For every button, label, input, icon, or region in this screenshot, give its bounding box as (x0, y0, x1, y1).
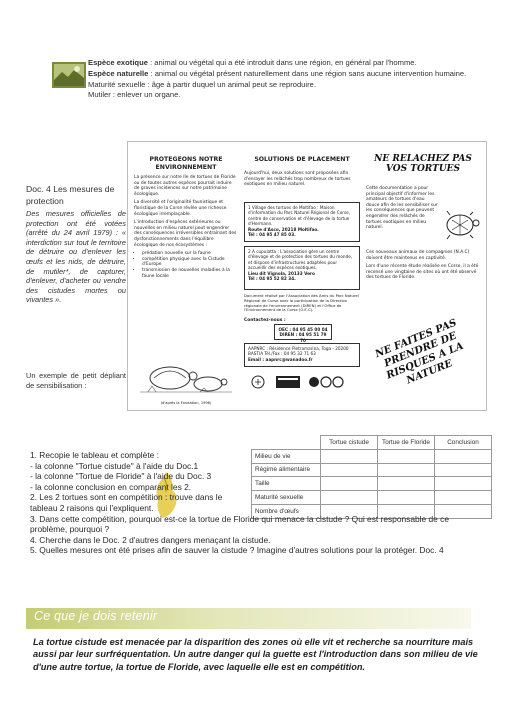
turtle-drawing-icon (442, 210, 480, 240)
glossary-entry: Maturité sexuelle : âge à partir duquel un animal peut se reproduire. (88, 79, 316, 89)
brochure-col1-title: PROTEGEONS NOTRE ENVIRONNEMENT (149, 156, 223, 171)
table-row: Milieu de vie (252, 449, 492, 463)
brochure-box-contacts: OEC : 04 95 45 00 04 DIREN : 04 95 51 79 70 (274, 324, 332, 340)
brochure-box-aapnrc: AAPNRC : Résidence Pietramarina, Toga - 20200 BASTIA Tél./Fax : 04 95 32 71 63 Email : aapnrc@wanadoo.fr (244, 343, 360, 367)
brochure-box-cupulatta: 2 A cupulatta : L'association gère un centre d'élevage et de protection des tortues du monde, et dispose d'infrastructures adaptées pour accueillir des espèces exotiques. Lieu dit Vignola, 20133 Vero Tél : 04 95 52 82 34. (244, 246, 360, 290)
brochure-col3-text-2: Ces nouveaux animaux de compagnies (N.A.C) doivent être maintenus en captivité. Lors d'une récente étude réalisée en Corse, il a été recensé une vingtaine de sites où ont été observé des tortues de Floride. (366, 250, 479, 281)
logo-icons (248, 372, 356, 392)
brochure-bullet: • prédation nouvelle sur la faune (142, 251, 238, 257)
brochure-heading: NE RELACHEZ PAS VOS TORTUES (374, 154, 472, 174)
brochure-column-release (366, 142, 480, 410)
retenir-title: Ce que je dois retenir (34, 609, 158, 623)
turtles-drawing-icon (140, 348, 232, 398)
brochure-bullet: • transmission de nouvelles maladies à la faune locale (142, 268, 238, 279)
question-line: 4. Cherche dans le Doc. 2 d'autres dangers menaçant la cistude. (30, 534, 271, 545)
brochure-slogan: NE FAITES PAS PRENDRE DE RISQUES A LA NATURE (373, 317, 466, 387)
question-line: - la colonne conclusion en comparant les 2. (30, 481, 192, 492)
table-header-row (252, 436, 492, 450)
glossary (88, 58, 478, 101)
question-line: - la colonne "Tortue de Floride" à l'aide du Doc. 3 (30, 471, 212, 482)
table-row: Nombre d'œufs (252, 504, 492, 518)
question-line: 2. Les 2 tortues sont en compétition : trouve dans le tableau 2 raisons qui l'expliquent. (30, 492, 223, 513)
table-header-floride: Tortue de Floride (378, 436, 435, 450)
glossary-entry: Espèce exotique : animal ou végétal qui a été introduit dans une région, en général par l'homme. (88, 58, 417, 67)
glossary-entry: Mutiler : enlever un organe. (88, 90, 181, 100)
brochure-box-moltifao: 1 Village des tortues de Moltifao : Maison d'information du Parc Naturel Régional de Corse, centre de conservation et d'élevage de la tortue d'Hermann. Route d'Asco, 20218 Moltifao. Tél : 04 95 47 85 03. (244, 202, 360, 242)
table-header-conclusion: Conclusion (435, 436, 492, 450)
table-row: Maturité sexuelle (252, 491, 492, 505)
exercise-questions (30, 450, 480, 556)
brochure-col3-text: Cette documentation a pour principal objectif d'informer les amateurs de tortues d'eau douce afin de les sensibiliser sur les conséquences que peuvent engendrer des relâchés de tortues exotiques en milieu naturel. (366, 186, 438, 231)
question-line: - la colonne "Tortue cistude" à l'aide du Doc.1 (30, 460, 199, 471)
brochure-column-environment (134, 142, 238, 410)
doc4-example: Un exemple de petit dépliant de sensibilisation : (26, 371, 126, 390)
table-corner (252, 436, 321, 450)
brochure-contacts-label: Contactez-nous : (244, 318, 286, 323)
brochure-col2-title: SOLUTIONS DE PLACEMENT (254, 156, 350, 163)
brochure-credit: Document réalisé par l'Association des Amis du Parc Naturel Régional de Corse avec la participation de la Direction régionale de l'environnement (DIREN) et l'Office de l'Environnement de la Corse (O.E.C). (244, 293, 359, 313)
landscape-thumbnail-icon (52, 62, 86, 88)
doc4-title: Doc. 4 Les mesures de protection (26, 184, 115, 206)
brochure-bullet: • compétition physique avec la Cistude d'Europe (142, 257, 238, 268)
retenir-text: La tortue cistude est menacée par la disparition des zones où elle vit et recherche sa nourriture mais aussi par leur surfréquentation. Un autre danger qui la guette est l'introduction dans son milieu de vie d'une autre tortue, la tortue de Floride, avec laquelle elle est en compétition. (33, 637, 478, 672)
table-row: Taille (252, 477, 492, 491)
brochure-column-solutions (244, 142, 360, 410)
question-line: 1. Recopie le tableau et complète : (30, 450, 159, 460)
brochure-col2-intro: Aujourd'hui, deux solutions sont proposées afin d'enrayer les relâchés trop nombreux de tortues exotiques en milieu naturel. (244, 171, 351, 188)
brochure-leaflet (127, 141, 487, 411)
doc4-description: Des mesures officielles de protection ont été votées (arrêté du 24 avril 1979) : « interdiction sur tout le territoire de détruire ou d'enlever les œufs et les nids, de détruire, de mutiler*, de capturer, d'enlever, d'acheter ou vendre des cistudes mortes ou vivantes ». (26, 209, 126, 305)
question-line: 5. Quelles mesures ont été prises afin de sauver la cistude ? Imagine d'autres solutions pour la protéger. Doc. 4 (30, 545, 444, 556)
glossary-entry: Espèce naturelle : animal ou végétal présent naturellement dans une région sans aucune intervention humaine. (88, 68, 467, 78)
question-line: 3. Dans cette compétition, pourquoi est-ce la tortue de Floride qui menace la cistude ? Qui est responsable de ce problème, pourquoi ? (30, 513, 449, 535)
table-row: Régime alimentaire (252, 463, 492, 477)
table-header-cistude: Tortue cistude (321, 436, 378, 450)
brochure-col1-caption: (d'après la Fondation, 1996) (160, 401, 212, 405)
brochure-col1-text: La présence sur notre île de tortues de Floride ou de toutes autres espèces pourrait induire de graves incidences sur notre patrimoine écologique. La diversité et l'originalité faunistique et floristique de la Corse révèle une richesse écologique irremplaçable. L'introduction d'espèces extérieures ou nouvelles en milieu naturel peut engendrer des conséquences irréversibles entraînant des dysfonctionnements dans l'équilibre écologique de nos écosystèmes : • prédation nouvelle sur la faune • compétition physique avec la Cistude d'Europe • transmission de nouvelles maladies à la faune locale (134, 175, 238, 279)
